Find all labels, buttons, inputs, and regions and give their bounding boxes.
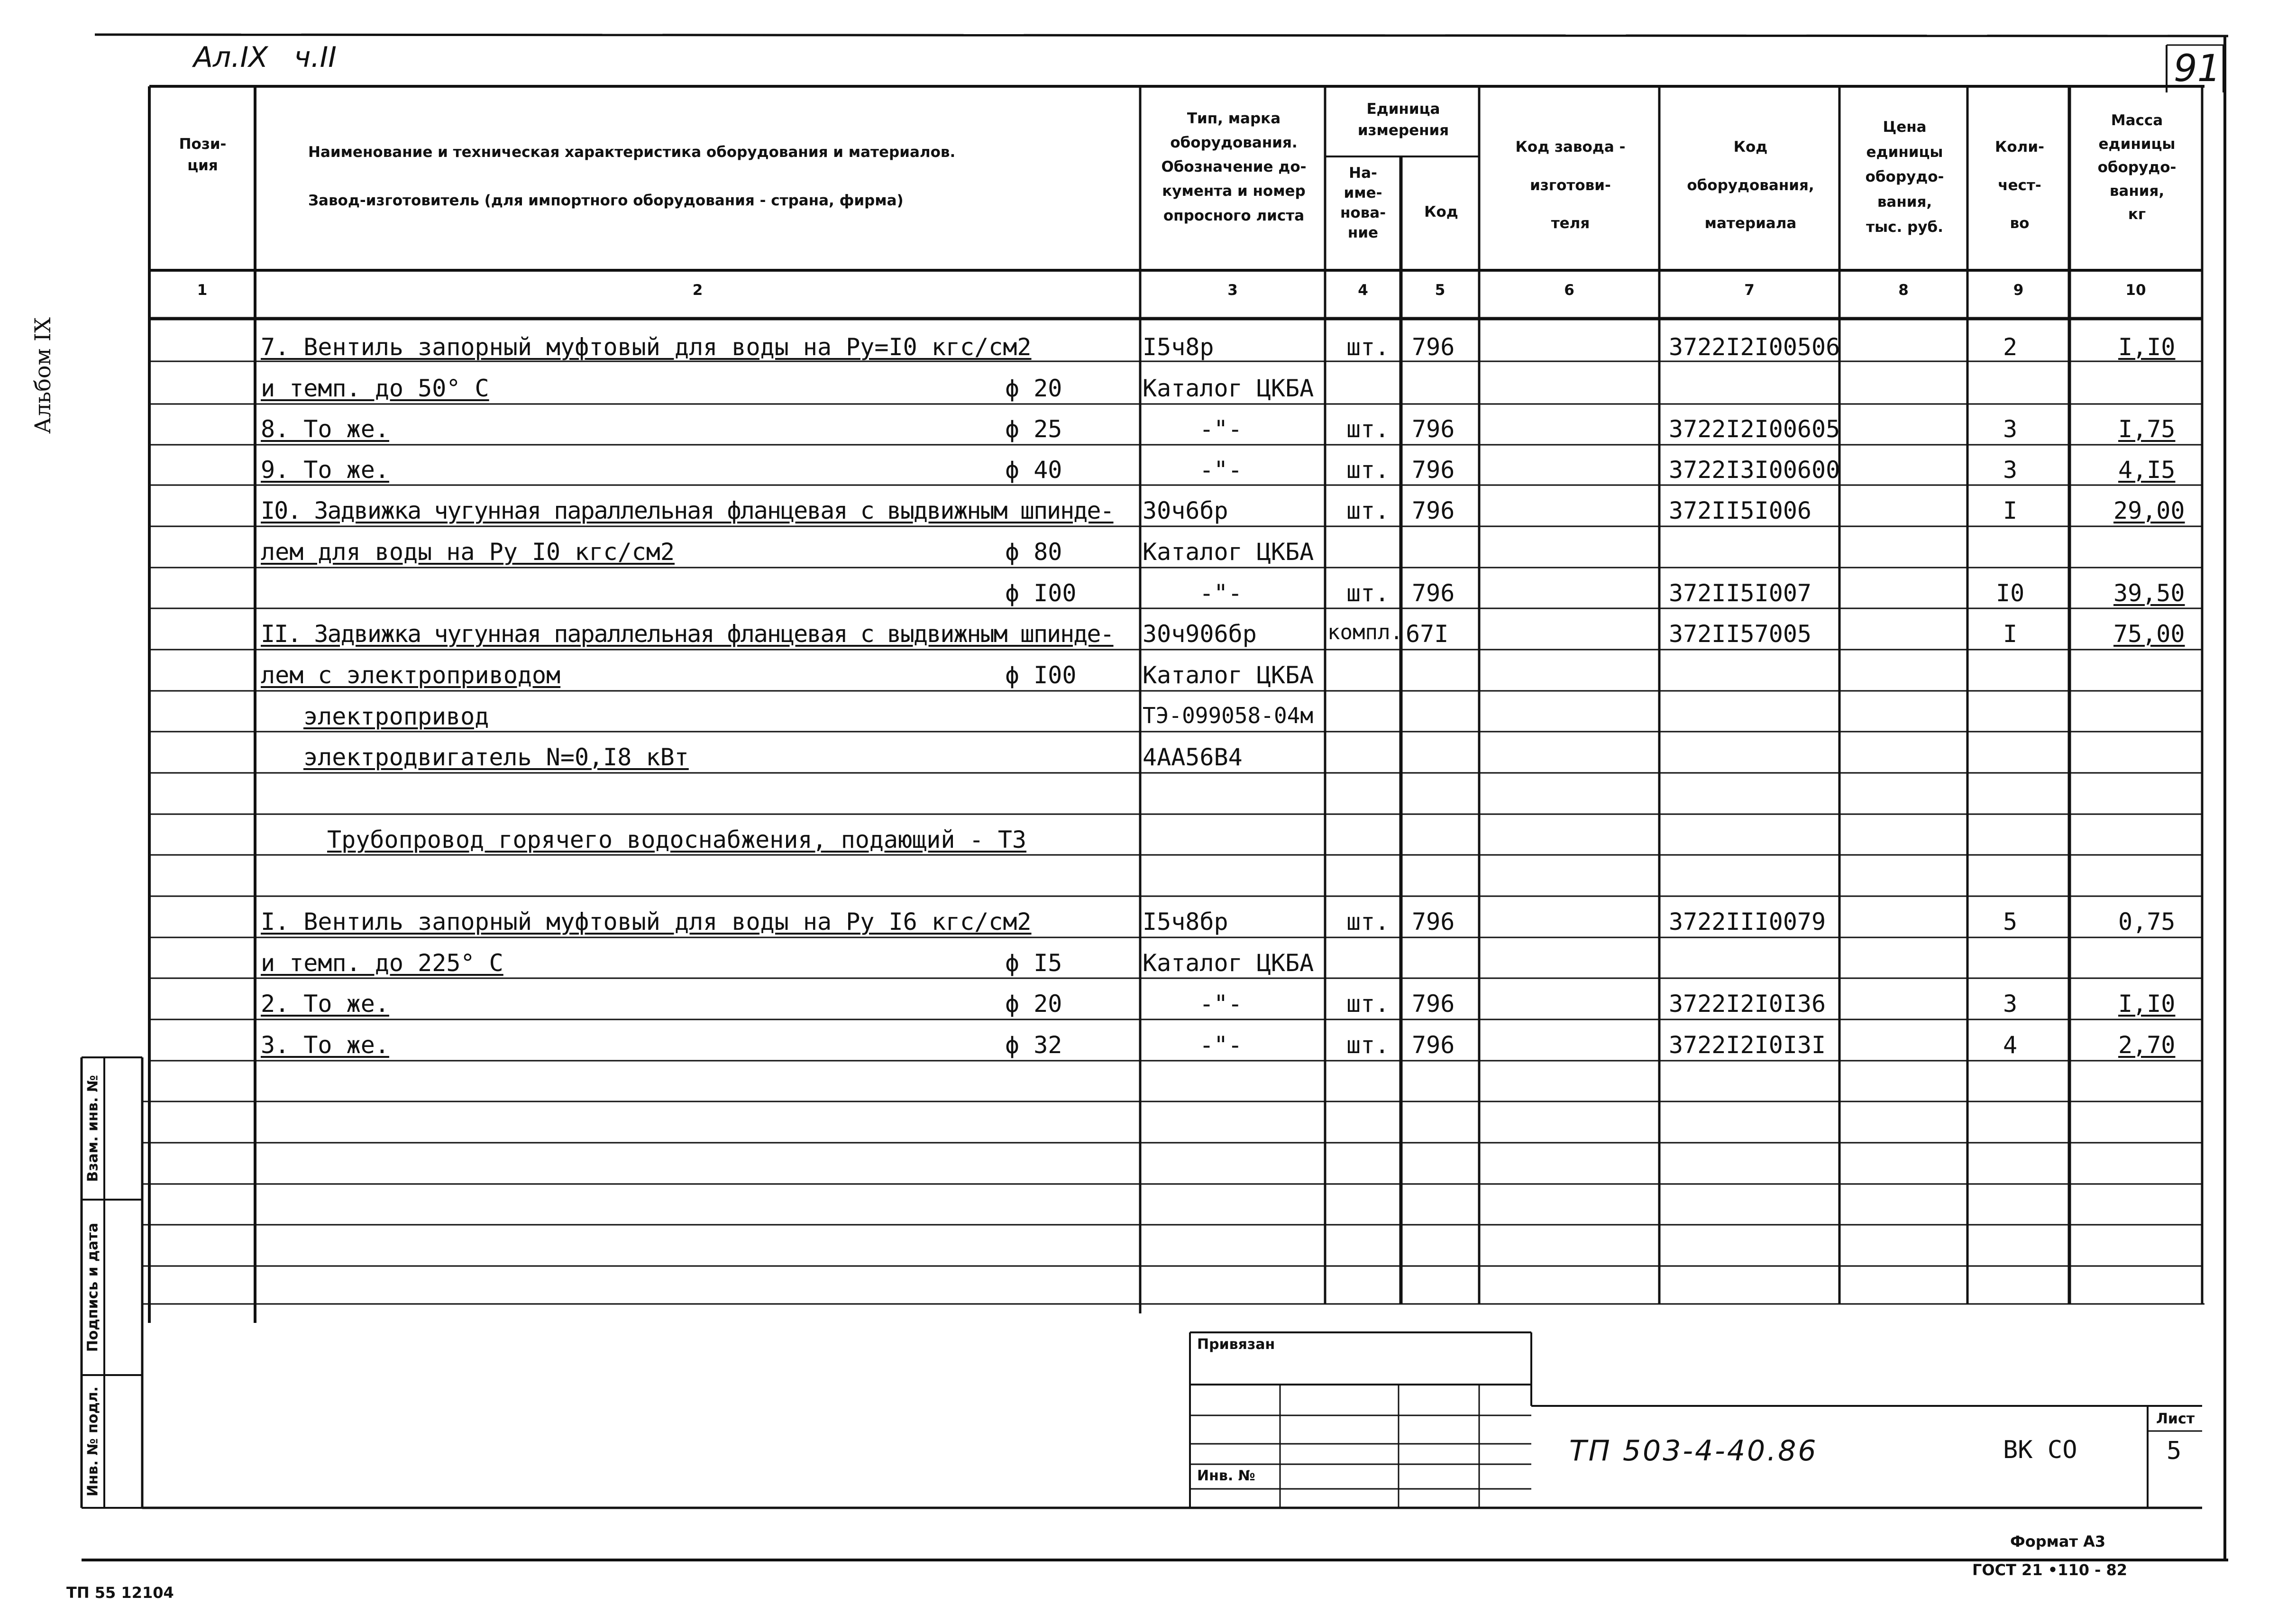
column-number: 3 [1227, 282, 1238, 299]
row-diameter: ϕ I00 [1005, 661, 1077, 689]
header-mass: Масса единицы оборудо- вания, кг [2097, 112, 2177, 223]
row-type: 4АА56В4 [1143, 743, 1243, 771]
row-type: Каталог ЦКБА [1143, 661, 1314, 689]
row-mass: 4,I5 [2118, 456, 2176, 484]
row-type: -"- [1199, 456, 1243, 484]
row-diameter: ϕ 80 [1005, 538, 1062, 566]
stamp-podpis: Подпись и дата [84, 1222, 101, 1352]
row-unit-code: 796 [1412, 908, 1455, 936]
row-type: -"- [1199, 579, 1243, 607]
row-material-code: 3722I2I00605 [1669, 415, 1840, 443]
header-material-code: Код оборудования, материала [1687, 138, 1814, 232]
row-name: 8. То же. [261, 415, 389, 443]
album-label: Ал.IX [193, 41, 268, 74]
row-material-code: 3722III0079 [1669, 908, 1826, 936]
header-quantity: Коли- чест- во [1995, 138, 2044, 232]
row-unit: шт. [1346, 497, 1390, 524]
row-material-code: 372II5I006 [1669, 497, 1812, 524]
row-unit: шт. [1346, 579, 1390, 607]
row-type: I5ч8бр [1143, 908, 1228, 936]
row-type: 30ч906бр [1143, 620, 1257, 648]
header-unit-name: На- име- нова- ние [1340, 165, 1386, 241]
row-quantity: I [2003, 497, 2018, 524]
row-diameter: ϕ 25 [1005, 415, 1062, 443]
section-title: Трубопровод горячего водоснабжения, подающий - Т3 [327, 826, 1027, 853]
row-name: 3. То же. [261, 1031, 389, 1059]
row-unit-code: 796 [1412, 333, 1455, 361]
header-factory-code: Код завода - изготови- теля [1515, 138, 1626, 232]
row-name: лем с электроприводом [261, 661, 561, 689]
sheet-label: Лист [2156, 1411, 2195, 1427]
row-unit-code: 796 [1412, 456, 1455, 484]
row-unit: компл. [1327, 620, 1403, 644]
row-unit: шт. [1346, 456, 1390, 484]
project-code: ТП 503-4-40.86 [1569, 1434, 1818, 1468]
row-type: -"- [1199, 1031, 1243, 1059]
stamp-inv-podl: Инв. № подл. [84, 1386, 101, 1497]
row-mass: 29,00 [2113, 497, 2185, 524]
row-name: электропривод [303, 703, 489, 730]
row-material-code: 3722I2I0I3I [1669, 1031, 1826, 1059]
row-quantity: I0 [1996, 579, 2025, 607]
column-number: 9 [2013, 282, 2024, 299]
row-mass: I,75 [2118, 415, 2176, 443]
row-name: 2. То же. [261, 990, 389, 1018]
row-quantity: 4 [2003, 1031, 2018, 1059]
row-unit-code: 796 [1412, 1031, 1455, 1059]
row-unit: шт. [1346, 990, 1390, 1018]
header-type: Тип, марка оборудования. Обозначение до- кумента и номер опросного листа [1161, 110, 1307, 224]
row-name: II. Задвижка чугунная параллельная фланцевая с выдвижным шпинде- [261, 620, 1114, 648]
row-diameter: ϕ I5 [1005, 949, 1062, 977]
row-name: и темп. до 50° С [261, 375, 489, 402]
row-quantity: I [2003, 620, 2018, 648]
row-name: электродвигатель N=0,I8 кВт [303, 743, 689, 771]
row-quantity: 2 [2003, 333, 2018, 361]
row-quantity: 3 [2003, 415, 2018, 443]
row-quantity: 3 [2003, 456, 2018, 484]
privyazan-label: Привязан [1197, 1336, 1275, 1353]
row-quantity: 3 [2003, 990, 2018, 1018]
inv-no-label: Инв. № [1197, 1468, 1255, 1484]
row-type: 30ч6бр [1143, 497, 1228, 524]
row-unit: шт. [1346, 415, 1390, 443]
row-type: Каталог ЦКБА [1143, 949, 1314, 977]
row-diameter: ϕ 32 [1005, 1031, 1062, 1059]
column-number: 6 [1564, 282, 1574, 299]
row-unit-code: 67I [1406, 620, 1449, 648]
stamp-vzam: Взам. инв. № [84, 1075, 101, 1182]
column-number: 7 [1744, 282, 1755, 299]
row-mass: 2,70 [2118, 1031, 2176, 1059]
row-name: I. Вентиль запорный муфтовый для воды на Ру I6 кгс/см2 [261, 908, 1032, 936]
row-material-code: 372II57005 [1669, 620, 1812, 648]
row-diameter: ϕ 20 [1005, 990, 1062, 1018]
header-unit-code: Код [1424, 203, 1458, 220]
row-type: I5ч8р [1143, 333, 1214, 361]
row-name: лем для воды на Ру I0 кгс/см2 [261, 538, 675, 566]
column-number: 2 [692, 282, 703, 299]
column-number: 8 [1898, 282, 1909, 299]
column-number: 5 [1435, 282, 1445, 299]
row-mass: I,I0 [2118, 333, 2176, 361]
row-quantity: 5 [2003, 908, 2018, 936]
header-position: Пози- ция [179, 136, 227, 174]
column-number: 1 [197, 282, 208, 299]
row-unit-code: 796 [1412, 579, 1455, 607]
row-unit: шт. [1346, 1031, 1390, 1059]
sheet-value: 5 [2167, 1437, 2182, 1465]
row-name: и темп. до 225° С [261, 949, 503, 977]
column-number: 4 [1358, 282, 1368, 299]
header-price: Цена единицы оборудо- вания, тыс. руб. [1865, 119, 1944, 236]
row-diameter: ϕ 40 [1005, 456, 1062, 484]
row-mass: 39,50 [2113, 579, 2185, 607]
side-album-label: Альбом IX [30, 317, 55, 434]
row-unit-code: 796 [1412, 497, 1455, 524]
column-numbers-row [0, 280, 2296, 303]
gost-label: ГОСТ 21 •110 - 82 [1972, 1561, 2128, 1579]
row-type: Каталог ЦКБА [1143, 375, 1314, 402]
row-type: -"- [1199, 990, 1243, 1018]
row-name: I0. Задвижка чугунная параллельная фланцевая с выдвижным шпинде- [261, 497, 1114, 524]
sheet-number: 91 [2174, 47, 2221, 90]
part-label: ч.II [294, 41, 337, 74]
row-name: 7. Вентиль запорный муфтовый для воды на Ру=I0 кгс/см2 [261, 333, 1032, 361]
row-mass: I,I0 [2118, 990, 2176, 1018]
row-diameter: ϕ 20 [1005, 375, 1062, 402]
row-type: -"- [1199, 415, 1243, 443]
row-type: Каталог ЦКБА [1143, 538, 1314, 566]
row-mass: 0,75 [2118, 908, 2176, 936]
row-material-code: 3722I2I0I36 [1669, 990, 1826, 1018]
row-diameter: ϕ I00 [1005, 579, 1077, 607]
column-number: 10 [2125, 282, 2146, 299]
row-unit-code: 796 [1412, 990, 1455, 1018]
row-name: 9. То же. [261, 456, 389, 484]
row-mass: 75,00 [2113, 620, 2185, 648]
format-label: Формат А3 [2010, 1532, 2106, 1551]
document-mark: ВК СО [2003, 1436, 2077, 1464]
header-name: Наименование и техническая характеристика оборудования и материалов. Завод-изготовитель (для импортного оборудования - страна, фирма) [308, 144, 956, 210]
archive-number: ТП 55 12104 [66, 1584, 174, 1602]
row-unit: шт. [1346, 908, 1390, 936]
row-unit-code: 796 [1412, 415, 1455, 443]
row-material-code: 3722I3I00600 [1669, 456, 1840, 484]
header-unit: Единица измерения [1357, 101, 1449, 139]
row-material-code: 3722I2I00506 [1669, 333, 1840, 361]
row-material-code: 372II5I007 [1669, 579, 1812, 607]
row-unit: шт. [1346, 333, 1390, 361]
row-type: ТЭ-099058-04м [1143, 703, 1314, 728]
